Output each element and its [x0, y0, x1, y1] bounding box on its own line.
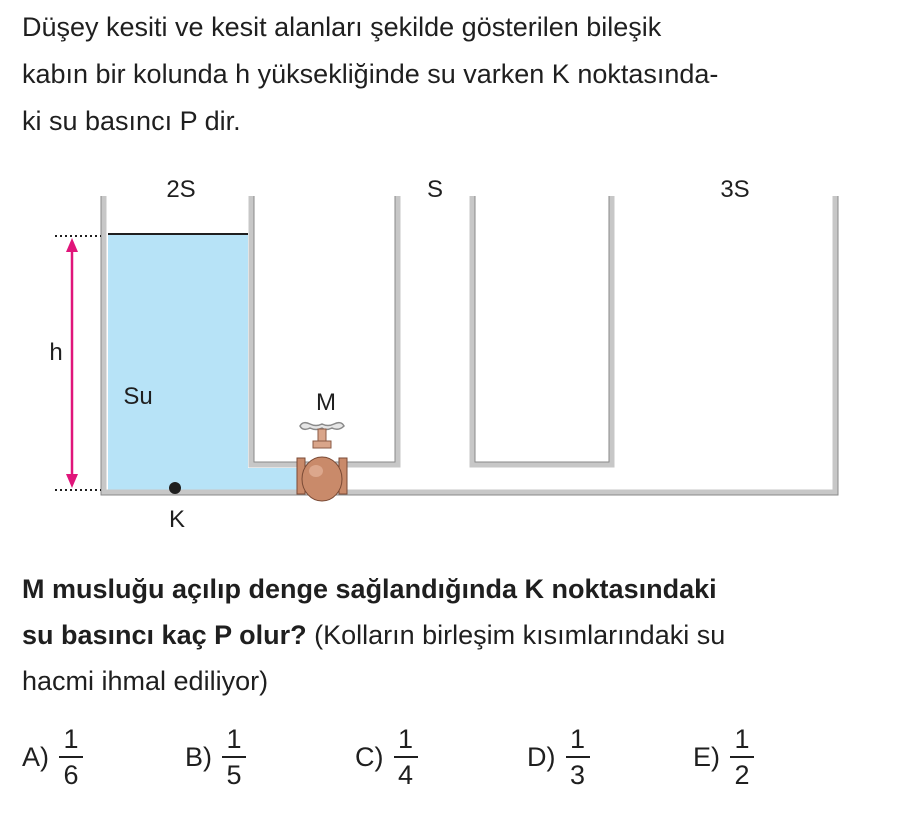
option-d-fraction — [566, 724, 590, 790]
option-b[interactable] — [185, 722, 246, 792]
area-label-3s: 3S — [720, 176, 750, 203]
question-line-2 — [22, 612, 902, 658]
intro-line-1: Düşey kesiti ve kesit alanları şekilde gösterilen bileşik — [22, 12, 662, 42]
option-e-label: E) — [693, 741, 720, 772]
option-b-label: B) — [185, 741, 212, 772]
intro-line-2: kabın bir kolunda h yüksekliğinde su varken K noktasında- — [22, 59, 719, 89]
vessel-inner-edge-right — [475, 196, 609, 462]
fraction-bar — [222, 756, 246, 758]
option-a-denominator: 6 — [63, 760, 79, 790]
question-bold-2: su basıncı kaç P olur? — [22, 620, 307, 650]
question-line-1 — [22, 566, 902, 612]
height-arrow-head-top — [66, 238, 78, 252]
height-label: h — [49, 339, 63, 366]
option-b-denominator: 5 — [226, 760, 242, 790]
point-k-label: K — [168, 506, 186, 533]
area-label-2s: 2S — [166, 176, 196, 203]
option-c[interactable] — [355, 722, 418, 792]
question-line-3: hacmi ihmal ediliyor) — [22, 666, 269, 696]
intro-line-3: ki su basıncı P dir. — [22, 106, 241, 136]
option-d-denominator: 3 — [569, 760, 586, 790]
question-bold-1: M musluğu açılıp denge sağlandığında K noktasındaki — [22, 574, 717, 604]
area-label-s: S — [426, 176, 444, 203]
fraction-bar — [394, 756, 418, 758]
valve-label: M — [316, 389, 336, 416]
option-b-fraction — [222, 724, 246, 790]
fraction-bar — [730, 756, 754, 758]
option-c-label: C) — [355, 741, 384, 772]
option-a-numerator: 1 — [63, 724, 79, 754]
water-fill — [108, 234, 248, 490]
fraction-bar — [59, 756, 83, 758]
option-c-denominator: 4 — [397, 760, 414, 790]
vessel-inner-wall-right — [472, 196, 612, 465]
height-arrow-head-bottom — [66, 474, 78, 488]
fraction-bar — [566, 756, 590, 758]
option-e-numerator: 1 — [734, 724, 750, 754]
vessel-inner-edge-left — [254, 196, 395, 462]
option-e-denominator: 2 — [734, 760, 750, 790]
water-label: Su — [123, 383, 153, 410]
valve-m-icon[interactable] — [297, 423, 347, 501]
question-note-start: (Kolların birleşim kısımlarındaki su — [306, 620, 726, 650]
vessel-figure — [0, 160, 919, 540]
option-b-numerator: 1 — [226, 724, 242, 754]
option-e-fraction — [730, 724, 754, 790]
option-a-fraction — [59, 724, 83, 790]
option-d-numerator: 1 — [569, 724, 586, 754]
option-a[interactable] — [22, 722, 83, 792]
option-d[interactable] — [527, 722, 590, 792]
option-d-label: D) — [527, 741, 556, 772]
option-e[interactable] — [693, 722, 754, 792]
option-c-fraction — [394, 724, 418, 790]
option-c-numerator: 1 — [397, 724, 414, 754]
intro-text — [22, 4, 902, 145]
question-text — [22, 566, 902, 704]
option-a-label: A) — [22, 741, 49, 772]
point-k-dot — [169, 482, 181, 494]
